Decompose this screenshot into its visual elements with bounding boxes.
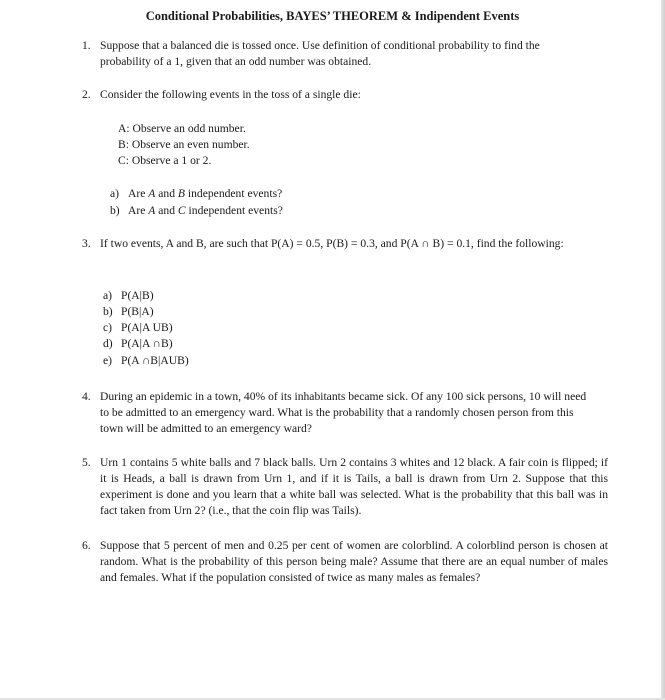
question-text: During an epidemic in a town, 40% of its inhabitants became sick. Of any 100 sick persons, 10 will need to be admitted to an emergency ward. What is the probability that a randomly chosen person from this town will be admitted to an emergency ward? [100, 390, 587, 435]
question-number: 5. [82, 456, 91, 469]
question-text: Suppose that a balanced die is tossed once. Use definition of conditional probability to find the probability of a 1, given that an odd number was obtained. [100, 39, 540, 68]
subquestion-text: and [155, 204, 178, 217]
subquestion-label: a) [110, 187, 120, 200]
subquestion-2b [110, 203, 283, 219]
event-variable: A [148, 187, 156, 200]
question-3 [82, 236, 567, 252]
subquestion-text: independent events? [185, 204, 283, 217]
subquestion-label: d) [103, 337, 113, 350]
event-c: C: Observe a 1 or 2. [118, 154, 212, 167]
question-2 [82, 87, 582, 103]
subquestion-2a [110, 186, 282, 202]
question-6 [82, 538, 608, 586]
document-title: Conditional Probabilities, BAYES’ THEOREM & Indipendent Events [145, 9, 520, 23]
subquestion-text: P(B|A) [121, 305, 154, 318]
subquestion-3e [103, 353, 189, 369]
subquestion-text: P(A ∩B|AUB) [121, 354, 189, 367]
subquestion-label: c) [103, 321, 113, 334]
question-4 [82, 389, 590, 437]
question-number: 2. [82, 88, 91, 101]
subquestion-label: b) [103, 305, 113, 318]
subquestion-text: P(A|B) [121, 289, 154, 302]
event-list [118, 121, 250, 169]
subquestion-3c [103, 320, 173, 336]
question-text: Suppose that 5 percent of men and 0.25 per cent of women are colorblind. A colorblind person is chosen at random. What is the probability of this person being male? Assume that there are an equal number of males and females. What if the population consisted of twice as many males as females? [100, 539, 608, 584]
question-number: 3. [82, 237, 91, 250]
question-number: 1. [82, 39, 91, 52]
question-text: Urn 1 contains 5 white balls and 7 black balls. Urn 2 contains 3 whites and 12 black. A fair coin is flipped; if it is Heads, a ball is drawn from Urn 1, and if it is Tails, a ball is drawn from Urn 2. Suppose that this experiment is done and you learn that a white ball was selected. What is the probability that this ball was in fact taken from Urn 2? (i.e., that the coin flip was Tails). [100, 456, 608, 517]
event-a: A: Observe an odd number. [118, 122, 246, 135]
event-b: B: Observe an even number. [118, 138, 250, 151]
question-text: Consider the following events in the toss of a single die: [100, 88, 361, 101]
question-text: If two events, A and B, are such that P(A) = 0.5, P(B) = 0.3, and P(A ∩ B) = 0.1, find the following: [100, 237, 564, 250]
subquestion-3d [103, 336, 173, 352]
subquestion-text: independent events? [185, 187, 283, 200]
event-variable: C [177, 204, 186, 217]
subquestion-label: b) [110, 204, 120, 217]
subquestion-label: a) [103, 289, 113, 302]
event-variable: A [148, 204, 156, 217]
question-5 [82, 455, 608, 519]
question-number: 6. [82, 539, 91, 552]
page-edge-shadow [661, 0, 665, 700]
subquestion-text: P(A|A UB) [121, 321, 173, 334]
subquestion-label: e) [103, 354, 113, 367]
subquestion-text: Are [128, 204, 149, 217]
subquestion-text: Are [128, 187, 149, 200]
subquestion-text: P(A|A ∩B) [121, 337, 173, 350]
subquestion-3a [103, 288, 154, 304]
subquestion-3b [103, 304, 154, 320]
question-1 [82, 38, 582, 70]
question-number: 4. [82, 390, 91, 403]
event-variable: B [177, 187, 186, 200]
subquestion-text: and [155, 187, 178, 200]
